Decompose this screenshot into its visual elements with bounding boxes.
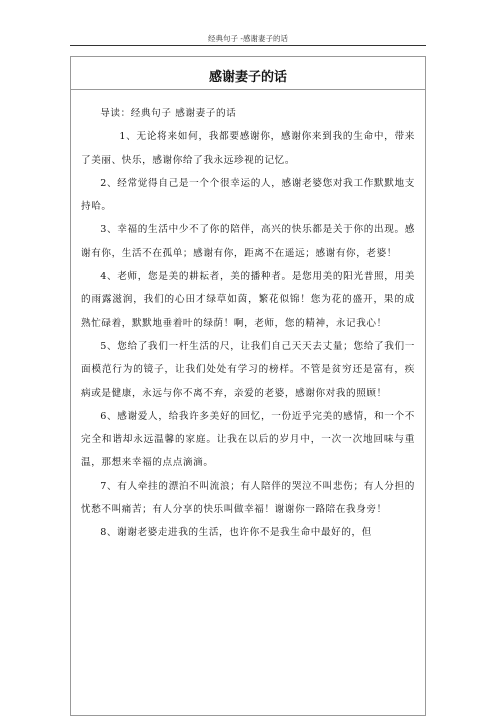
paragraph-1: 1、无论将来如何，我都要感谢你，感谢你来到我的生命中，带来了美丽、快乐，感谢你给了我永远珍视的记忆。 — [81, 131, 415, 166]
lead-paragraph: 导读：经典句子 感谢妻子的话 — [100, 108, 237, 119]
title-row — [71, 57, 425, 90]
page-title: 感谢妻子的话 — [208, 70, 287, 85]
paragraph-7: 7、有人牵挂的漂泊不叫流浪；有人陪伴的哭泣不叫悲伤；有人分担的忧愁不叫痛苦；有人分享的快乐叫做幸福！谢谢你一路陪在我身旁！ — [81, 480, 415, 516]
paragraph-3: 3、幸福的生活中少不了你的陪伴，高兴的快乐都是关于你的出现。感谢有你，生活不在孤单；感谢有你，距离不在遥远；感谢有你，老婆！ — [81, 224, 415, 259]
paragraph-2: 2、经常觉得自己是一个个很幸运的人，感谢老婆您对我工作默默地支持哈。 — [81, 177, 415, 213]
header-rule — [70, 45, 426, 46]
document-frame — [70, 56, 426, 716]
paragraph-4: 4、老师，您是美的耕耘者，美的播种者。是您用美的阳光普照，用美的雨露滋润，我们的心田才绿草如茵，繁花似锦！您为花的盛开，果的成熟忙碌着，默默地垂着叶的绿荫！啊，老师，您的精神，永记我心！ — [81, 271, 415, 329]
paragraph-6: 6、感谢爱人，给我许多美好的回忆，一份近乎完美的感情，和一个不完全和谐却永远温馨的家庭。让我在以后的岁月中，一次一次地回味与重温，那想来幸福的点点滴滴。 — [81, 410, 415, 469]
paragraph-5: 5、您给了我们一杆生活的尺，让我们自己天天去丈量；您给了我们一面模范行为的镜子，让我们处处有学习的榜样。不管是贫穷还是富有，疾病或是健康，永远与你不离不弃，亲爱的老婆，感谢你对我的照顾！ — [81, 340, 415, 399]
document-body — [81, 102, 415, 545]
paragraph-8: 8、谢谢老婆走进我的生活，也许你不是我生命中最好的，但 — [100, 527, 372, 539]
running-header: 经典句子 -感谢妻子的话 — [208, 34, 288, 43]
